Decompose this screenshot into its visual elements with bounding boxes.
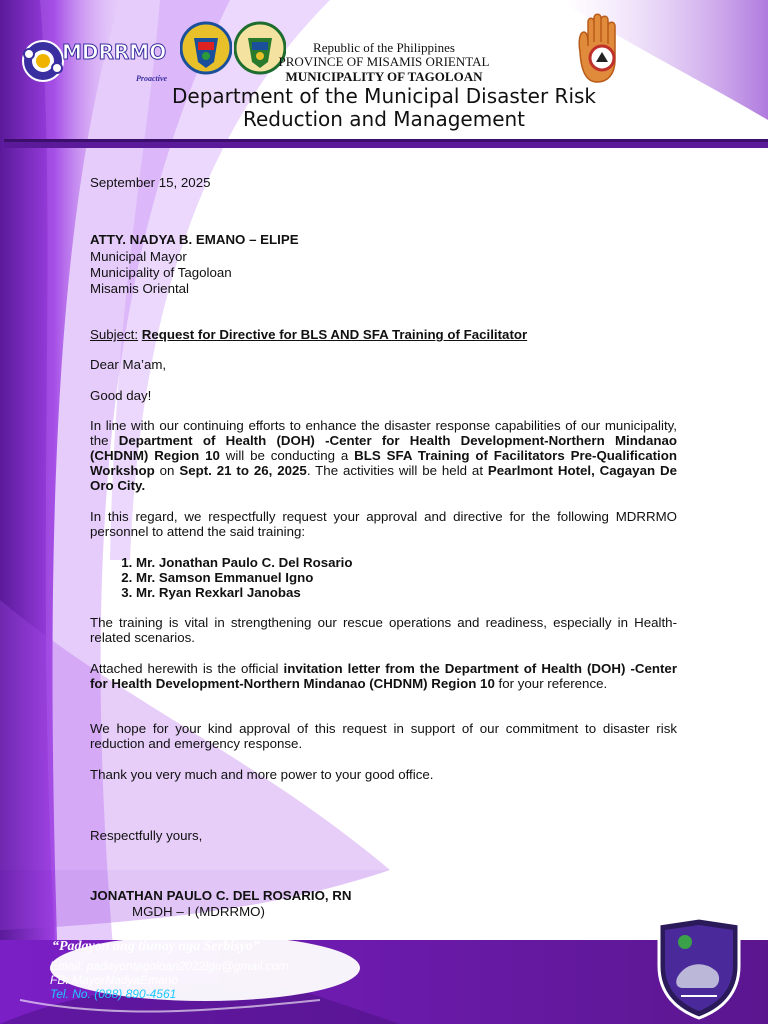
personnel-item: 3. Mr. Ryan Rexkarl Janobas — [136, 585, 677, 600]
subject-text: Request for Directive for BLS AND SFA Training of Facilitator — [141, 327, 528, 342]
shield-logo-icon — [655, 916, 743, 1020]
p1-text-c: will be conducting a — [219, 448, 355, 463]
mdrrmo-logo-text: MDRRMO — [62, 40, 167, 64]
header-province: PROVINCE OF MISAMIS ORIENTAL — [278, 54, 490, 69]
department-title-line2: Reduction and Management — [242, 107, 526, 131]
header-municipality: MUNICIPALITY OF TAGOLOAN — [285, 69, 483, 84]
header-republic: Republic of the Philippines — [313, 40, 455, 55]
footer-tel — [50, 987, 176, 1001]
subject-label: Subject: — [90, 327, 139, 342]
p1-text-g: . The activities will be held at — [306, 463, 488, 478]
p1-training: BLS SFA Training of Facilitators Pre-Qualification Workshop — [90, 448, 677, 478]
recipient-position: Municipal Mayor — [90, 249, 187, 264]
recipient-name: ATTY. NADYA B. EMANO – ELIPE — [90, 232, 299, 247]
footer-tel-label: Tel. No. — [50, 987, 91, 1001]
paragraph-1 — [90, 418, 677, 493]
paragraph-4 — [90, 661, 677, 691]
footer-fb: FB: MayorNadyaEmano — [50, 973, 179, 987]
greeting: Good day! — [90, 388, 152, 403]
closing: Respectfully yours, — [90, 828, 203, 843]
recipient-province: Misamis Oriental — [90, 281, 190, 296]
recipient-block — [90, 232, 677, 296]
paragraph-5: We hope for your kind approval of this request in support of our commitment to disaster risk reduction and emergency response. — [90, 721, 677, 751]
p1-text-e: on — [154, 463, 180, 478]
p4-text-a: Attached herewith is the official — [90, 661, 284, 676]
p1-venue: Pearlmont Hotel, Cagayan De Oro City. — [90, 463, 677, 493]
p4-text-c: for your reference. — [494, 676, 608, 691]
footer-motto: “Padayon ang tiunay nga Serbisyo” — [52, 939, 260, 954]
p1-dates: Sept. 21 to 26, 2025 — [179, 463, 307, 478]
personnel-item: 2. Mr. Samson Emmanuel Igno — [136, 570, 677, 585]
subject-line — [90, 327, 677, 342]
footer-email: Email: padayontagoloan2022lgu@gmail.com — [50, 959, 289, 973]
personnel-item: 1. Mr. Jonathan Paulo C. Del Rosario — [136, 555, 677, 570]
paragraph-2: In this regard, we respectfully request your approval and directive for the following MDRRMO personnel to attend the said training: — [90, 509, 677, 539]
signatory-name: JONATHAN PAULO C. DEL ROSARIO, RN — [90, 888, 352, 903]
p1-text-a: In line with our continuing efforts to enhance the disaster response capabilities of our municipality, the — [90, 418, 677, 448]
mdrrmo-logo-subtext: Proactive — [136, 74, 168, 83]
footer-tel-number: (088) 890-4561 — [94, 987, 177, 1001]
hand-logo-icon — [570, 12, 634, 86]
mdrrmo-logo — [18, 36, 178, 86]
letter-date: September 15, 2025 — [90, 175, 211, 190]
personnel-list — [90, 555, 677, 600]
department-title-line1: Department of the Municipal Disaster Risk — [171, 84, 596, 108]
p4-invitation: invitation letter from the Department of Health (DOH) -Center for Health Development-Northern Mindanao (CHDNM) Region 10 — [90, 661, 677, 691]
seal-left-icon — [180, 18, 232, 80]
recipient-office: Municipality of Tagoloan — [90, 265, 232, 280]
p1-doh: Department of Health (DOH) -Center for Health Development-Northern Mindanao (CHDNM) Region 10 — [90, 433, 677, 463]
paragraph-6: Thank you very much and more power to your good office. — [90, 767, 434, 782]
signatory-title: MGDH – I (MDRRMO) — [132, 904, 265, 919]
salutation: Dear Ma’am, — [90, 357, 167, 372]
paragraph-3: The training is vital in strengthening our rescue operations and readiness, especially in Health-related scenarios. — [90, 615, 677, 645]
